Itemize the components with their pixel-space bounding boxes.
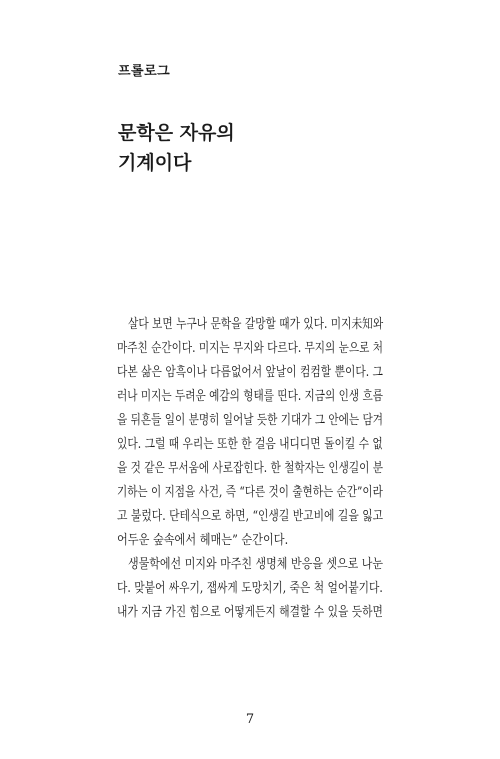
- body-line: [0, 601, 500, 625]
- body-line: [0, 577, 500, 601]
- body-line: [0, 481, 500, 505]
- body-text: [0, 313, 500, 625]
- body-line-text: 기하는 이 지점을 사건, 즉 “다른 것이 출현하는 순간”이라: [117, 485, 383, 500]
- body-line: [0, 553, 500, 577]
- body-line: [0, 337, 500, 361]
- body-line-text: 다본 삶은 암흑이나 다름없어서 앞날이 컴컴할 뿐이다. 그: [117, 365, 383, 380]
- body-line-text: 어두운 숲속에서 헤매는” 순간이다.: [117, 533, 289, 548]
- body-line: [0, 529, 500, 553]
- page-number: 7: [245, 712, 255, 727]
- body-line-text: 고 불렀다. 단테식으로 하면, “인생길 반고비에 길을 잃고: [117, 509, 384, 524]
- body-line-text: 을 것 같은 무서움에 사로잡힌다. 한 철학자는 인생길이 분: [117, 461, 384, 476]
- body-line-text: 있다. 그럴 때 우리는 또한 한 걸음 내디디면 돌이킬 수 없: [117, 437, 383, 452]
- body-line-text: 내가 지금 가진 힘으로 어떻게든지 해결할 수 있을 듯하면: [117, 605, 383, 620]
- body-line: [0, 409, 500, 433]
- chapter-title-line-2: 기계이다: [118, 152, 192, 174]
- body-line-text: 생물학에선 미지와 마주친 생명체 반응을 셋으로 나눈: [128, 557, 384, 572]
- body-line: [0, 385, 500, 409]
- body-line: [0, 505, 500, 529]
- body-line: [0, 433, 500, 457]
- body-line: [0, 457, 500, 481]
- chapter-title: [118, 118, 235, 178]
- chapter-title-line-1: 문학은 자유의: [118, 122, 235, 144]
- body-line-text: 살다 보면 누구나 문학을 갈망할 때가 있다. 미지未知와: [128, 317, 384, 332]
- body-line-text: 을 뒤흔들 일이 분명히 일어날 듯한 기대가 그 안에는 담겨: [117, 413, 384, 428]
- body-line-text: 러나 미지는 두려운 예감의 형태를 띤다. 지금의 인생 흐름: [117, 389, 384, 404]
- body-line-text: 마주친 순간이다. 미지는 무지와 다르다. 무지의 눈으로 처: [117, 341, 384, 356]
- body-line-text: 다. 맞붙어 싸우기, 잽싸게 도망치기, 죽은 척 얼어붙기다.: [117, 581, 383, 596]
- section-label: 프롤로그: [118, 64, 171, 79]
- body-line: [0, 361, 500, 385]
- body-line: [0, 313, 500, 337]
